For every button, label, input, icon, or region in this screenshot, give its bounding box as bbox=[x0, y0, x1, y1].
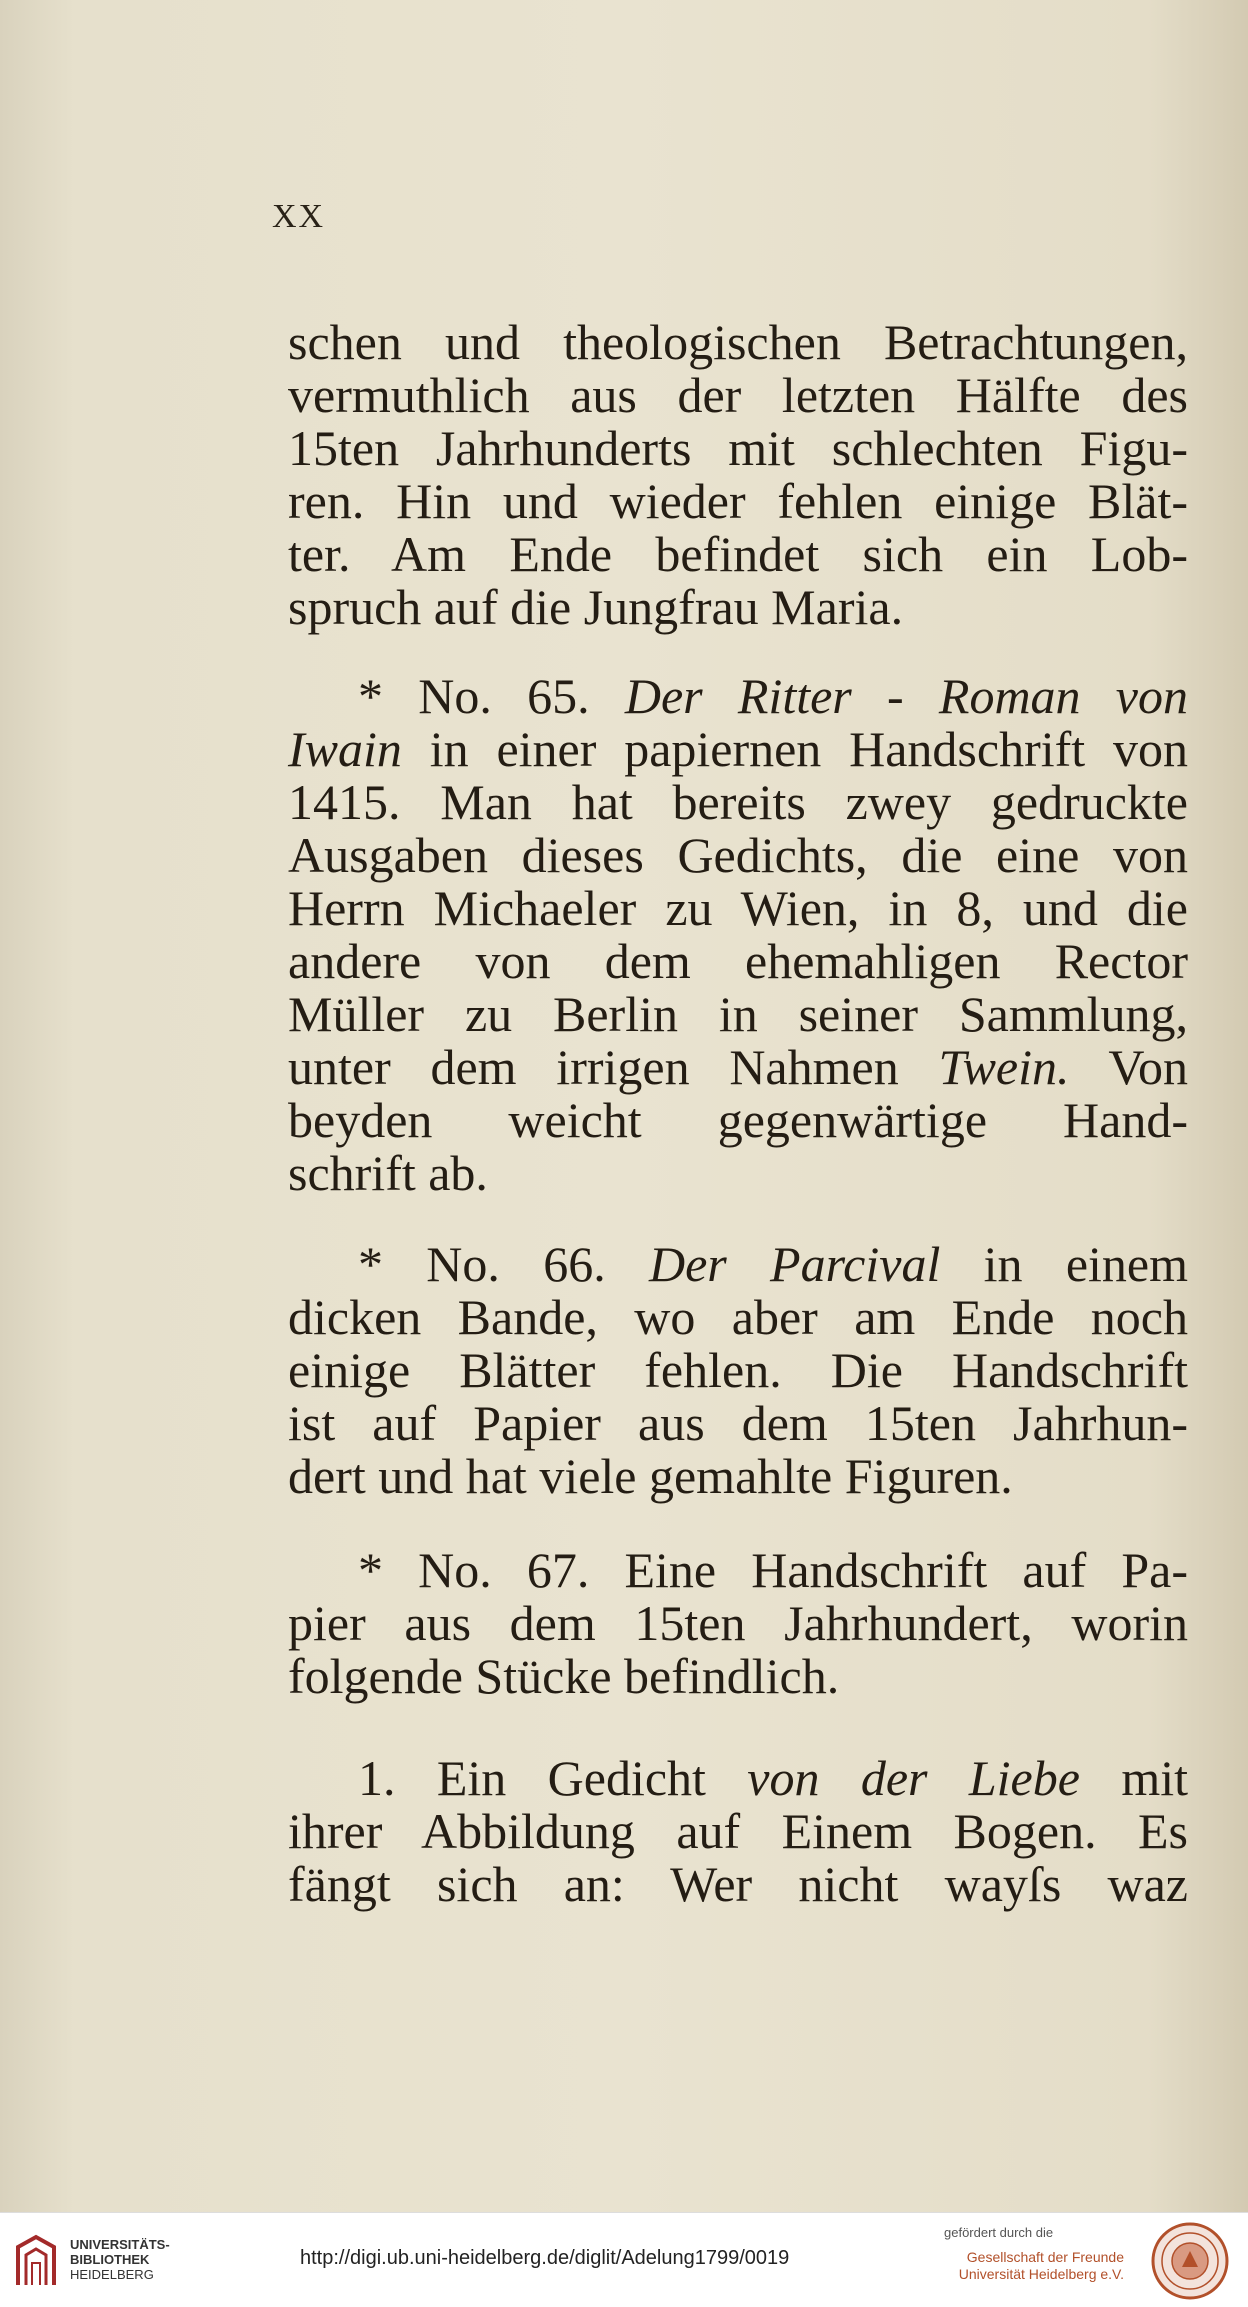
text-line: schen und theologischen Betrachtungen, bbox=[288, 314, 1188, 370]
text-line: einige Blätter fehlen. Die Handschrift bbox=[288, 1342, 1188, 1398]
paragraph-item-1 bbox=[288, 1752, 1188, 1911]
text-line: dert und hat viele gemahlte Figuren. bbox=[288, 1448, 1013, 1504]
permalink-url[interactable]: http://digi.ub.uni-heidelberg.de/diglit/Adelung1799/0019 bbox=[300, 2247, 790, 2269]
text-line: ter. Am Ende befindet sich ein Lob- bbox=[288, 526, 1188, 582]
text-line: spruch auf die Jungfrau Maria. bbox=[288, 579, 904, 635]
text-line: beyden weicht gegenwärtige Hand- bbox=[288, 1092, 1188, 1148]
text-line: Ausgaben dieses Gedichts, die eine von bbox=[288, 827, 1188, 883]
text-line: fängt sich an: Wer nicht wayſs waz bbox=[288, 1856, 1188, 1912]
text-line: ren. Hin und wieder fehlen einige Blät- bbox=[288, 473, 1188, 529]
university-seal-icon bbox=[1150, 2221, 1230, 2301]
text-line: Müller zu Berlin in seiner Sammlung, bbox=[288, 986, 1188, 1042]
text-line: vermuthlich aus der letzten Hälfte des bbox=[288, 367, 1188, 423]
text-line: pier aus dem 15ten Jahrhundert, worin bbox=[288, 1595, 1188, 1651]
text-line: schrift ab. bbox=[288, 1145, 488, 1201]
text-line: ist auf Papier aus dem 15ten Jahrhun- bbox=[288, 1395, 1188, 1451]
text-line: * No. 66. Der Parcival in einem bbox=[358, 1236, 1189, 1292]
sponsor-caption: gefördert durch die bbox=[944, 2225, 1054, 2240]
text-line: dicken Bande, wo aber am Ende noch bbox=[288, 1289, 1188, 1345]
text-line: * No. 67. Eine Handschrift auf Pa- bbox=[358, 1542, 1188, 1598]
page-number: XX bbox=[272, 198, 326, 235]
text-line: ihrer Abbildung auf Einem Bogen. Es bbox=[288, 1803, 1188, 1859]
library-name: UNIVERSITÄTS- BIBLIOTHEK HEIDELBERG bbox=[70, 2237, 170, 2282]
paragraph-no-67 bbox=[288, 1544, 1188, 1703]
paragraph-no-66 bbox=[288, 1238, 1188, 1503]
paragraph-1 bbox=[288, 316, 1188, 634]
digitization-footer bbox=[0, 2212, 1248, 2307]
text-line: Herrn Michaeler zu Wien, in 8, und die bbox=[288, 880, 1188, 936]
university-library-logo-icon bbox=[14, 2233, 58, 2289]
text-line: Iwain in einer papiernen Handschrift von bbox=[288, 721, 1188, 777]
paragraph-no-65 bbox=[288, 670, 1188, 1200]
text-line: unter dem irrigen Nahmen Twein. Von bbox=[288, 1039, 1189, 1095]
text-line: 1. Ein Gedicht von der Liebe mit bbox=[358, 1750, 1188, 1806]
text-line: folgende Stücke befindlich. bbox=[288, 1648, 840, 1704]
text-line: 15ten Jahrhunderts mit schlechten Figu- bbox=[288, 420, 1188, 476]
text-line: andere von dem ehemahligen Rector bbox=[288, 933, 1188, 989]
text-line: 1415. Man hat bereits zwey gedruckte bbox=[288, 774, 1188, 830]
text-line: * No. 65. Der Ritter - Roman von bbox=[358, 668, 1189, 724]
sponsor-name: Gesellschaft der Freunde Universität Heidelberg e.V. bbox=[958, 2249, 1124, 2282]
